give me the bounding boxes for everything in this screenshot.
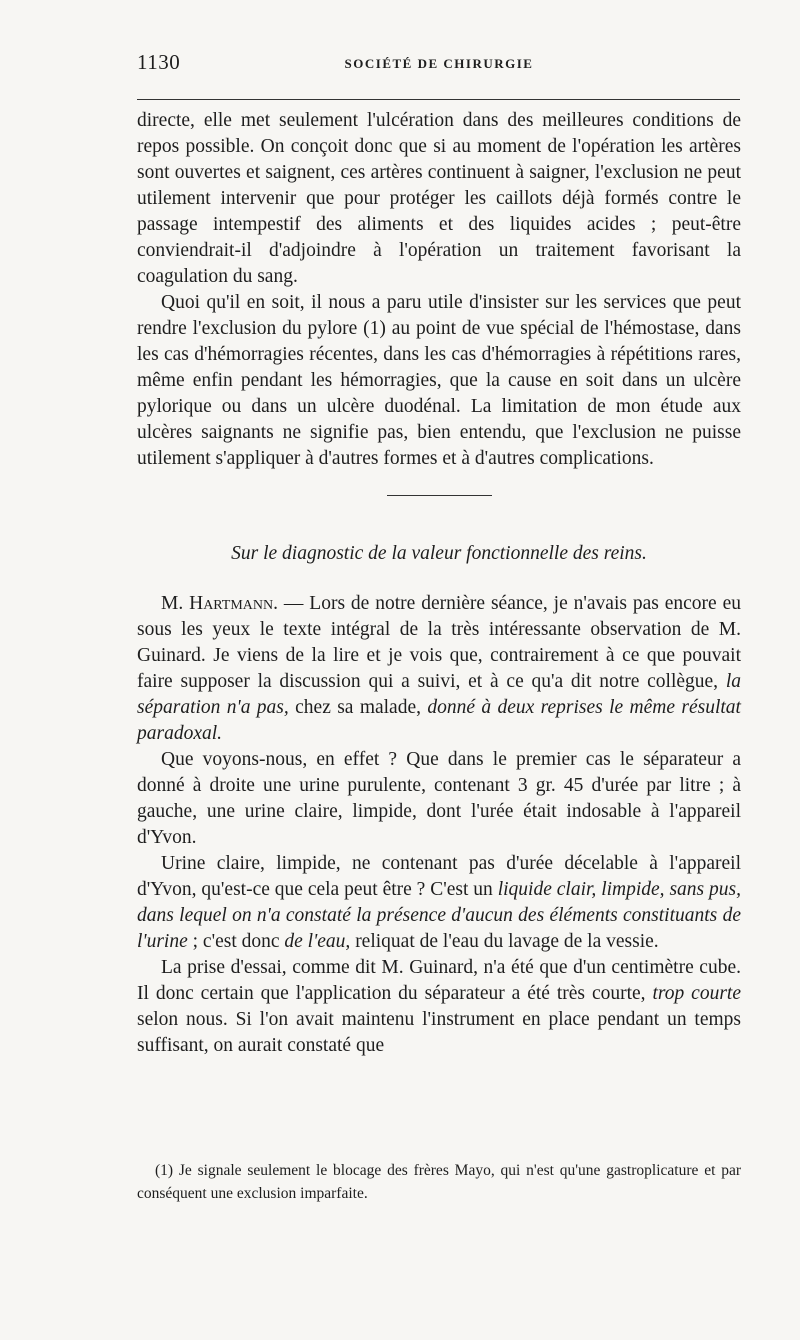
page-number: 1130 — [137, 50, 181, 74]
section-divider — [387, 495, 492, 496]
text-run: reliquat de l'eau du lavage de la vessie. — [350, 931, 659, 952]
footnote: (1) Je signale seulement le blocage des frères Mayo, qui n'est qu'une gastroplicature et par conséquent une exclusion imparfaite. — [137, 1162, 741, 1202]
header-rule — [137, 99, 740, 100]
speaker-name: M. Hartmann. — [161, 593, 279, 614]
text-run: selon nous. Si l'on avait maintenu l'instrument en place pendant un temps suffisant, on aurait constaté que — [137, 1009, 741, 1056]
text-run: Urine claire, limpide, ne contenant pas d'urée décelable à l'appareil d'Yvon, qu'est-ce que cela peut être ? C'est un — [137, 853, 741, 900]
paragraph-urine-claire — [137, 851, 741, 955]
italic-run: donné à deux reprises le même résultat paradoxal. — [137, 697, 741, 744]
paragraph-prise-essai — [137, 955, 741, 1059]
text-run: — Lors de notre dernière séance, je n'avais pas encore eu sous les yeux le texte intégral de la très intéressante observation de M. Guinard. Je viens de la lire et je vois que, contrairement à ce que pouvait faire supposer la discussion qui a suivi, et à ce qu'a dit notre collègue, — [137, 593, 742, 692]
running-head: SOCIÉTÉ DE CHIRURGIE — [344, 56, 534, 71]
text-run: chez sa malade, — [288, 697, 428, 718]
main-text — [137, 108, 741, 1059]
paragraph-continued: directe, elle met seulement l'ulcération dans des meilleures conditions de repos possible. On conçoit donc que si au moment de l'opération les artères sont ouvertes et saignent, ces artères continuent à saigner, l'exclusion ne peut utilement intervenir que pour protéger les caillots déjà formés contre le passage intempestif des aliments et des liquides acides ; peut-être conviendrait-il d'adjoindre à l'opération un traitement favorisant la coagulation du sang. — [137, 110, 741, 287]
italic-run: la séparation n'a pas, — [137, 671, 741, 718]
text-run: La prise d'essai, comme dit M. Guinard, n'a été que d'un centimètre cube. Il donc certain que l'application du séparateur a été très courte, — [137, 957, 741, 1004]
paragraph-conclusion: Quoi qu'il en soit, il nous a paru utile d'insister sur les services que peut rendre l'exclusion du pylore (1) au point de vue spécial de l'hémostase, dans les cas d'hémorragies récentes, dans les cas d'hémorragies à répétitions rares, même enfin pendant les hémorragies, que la cause en soit dans un ulcère pylorique ou dans un ulcère duodénal. La limitation de mon étude aux ulcères saignants ne signifie pas, bien entendu, que l'exclusion ne puisse utilement s'appliquer à d'autres formes et à d'autres complications. — [137, 292, 741, 469]
section-title: Sur le diagnostic de la valeur fonctionnelle des reins. — [231, 543, 647, 564]
paragraph-hartmann — [137, 591, 741, 747]
italic-run: liquide clair, limpide, sans pus, dans lequel on n'a constaté la présence d'aucun des éléments constituants de l'urine — [137, 879, 741, 952]
italic-run: de l'eau, — [284, 931, 351, 952]
page-header — [137, 50, 741, 76]
text-run: ; c'est donc — [187, 931, 285, 952]
paragraph-que-voyons: Que voyons-nous, en effet ? Que dans le premier cas le séparateur a donné à droite une urine purulente, contenant 3 gr. 45 d'urée par litre ; à gauche, une urine claire, limpide, dont l'urée était indosable à l'appareil d'Yvon. — [137, 749, 741, 848]
italic-run: trop courte — [652, 983, 741, 1004]
